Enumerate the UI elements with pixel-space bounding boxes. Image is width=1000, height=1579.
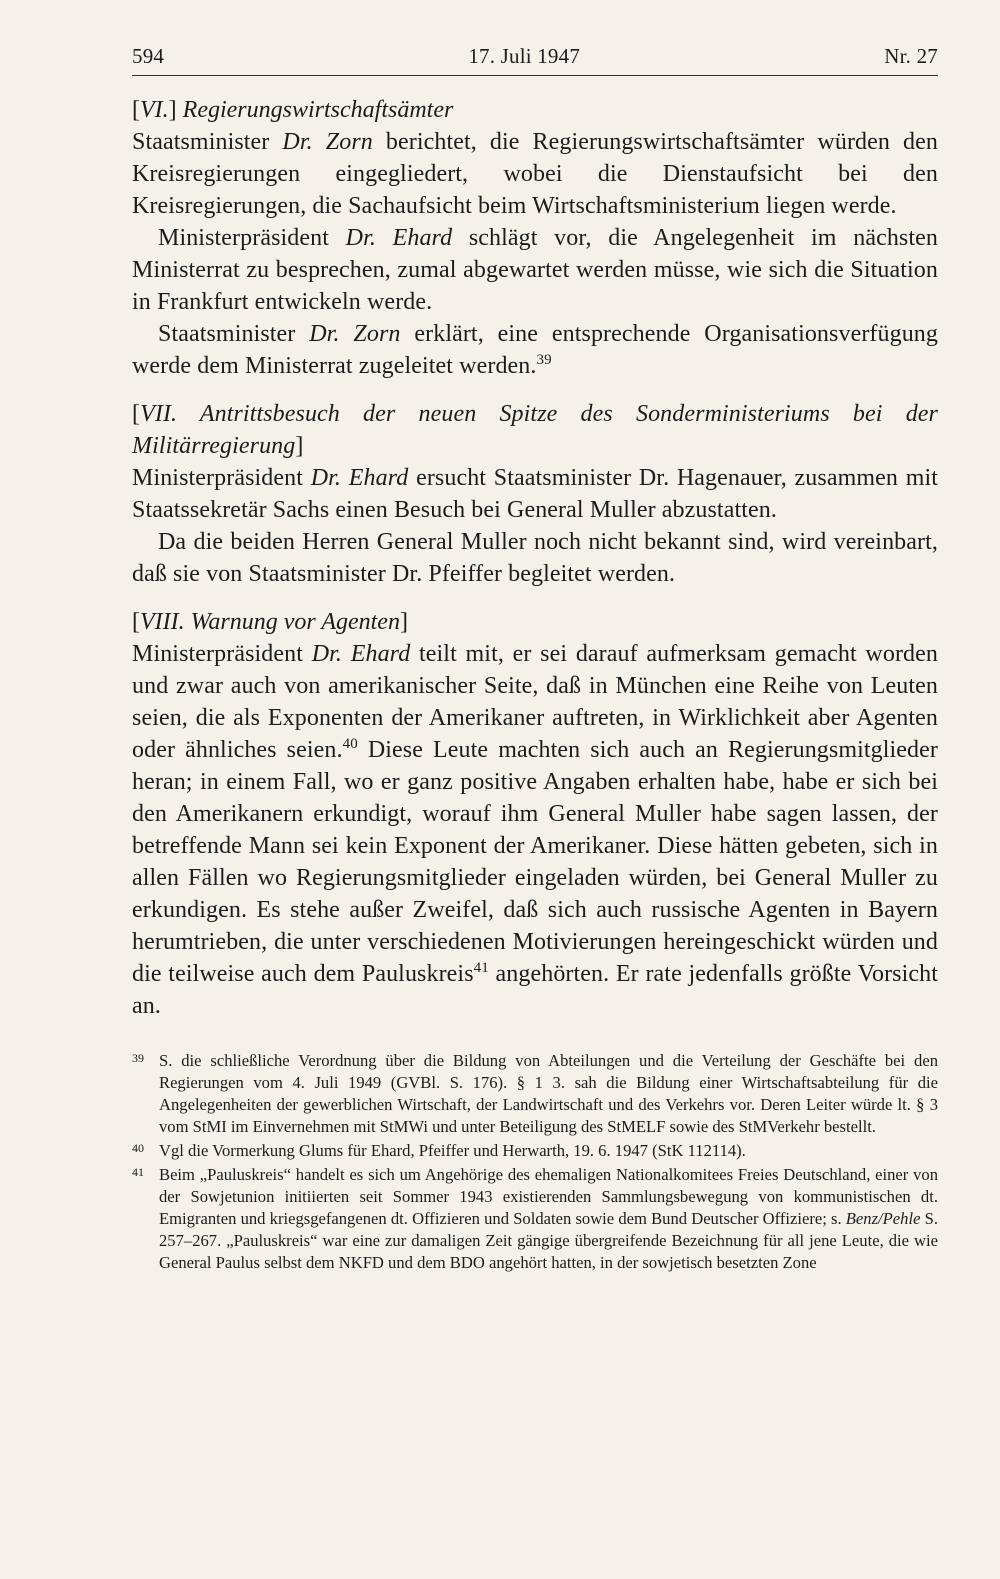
section-vi [132,94,938,382]
header-date: 17. Juli 1947 [468,44,581,68]
section-vii-paragraph-2: Da die beiden Herren General Muller noch nicht bekannt sind, wird vereinbart, daß sie von Staatsminister Dr. Pfeiffer begleitet werden. [132,529,938,587]
footnote-39 [132,1050,938,1138]
section-vii-paragraph-1: Ministerpräsident Dr. Ehard ersucht Staatsminister Dr. Hagenauer, zusammen mit Staatssekretär Sachs einen Besuch bei General Muller abzustatten. [132,465,939,523]
issue-number: Nr. 27 [884,44,938,68]
page-number: 594 [132,44,165,68]
footnote-number: 39 [132,1051,144,1065]
section-viii [132,606,938,1022]
footnote-number: 40 [132,1141,144,1155]
footnote-ref-41[interactable]: 41 [473,960,489,976]
footnotes [132,1050,938,1274]
footnote-text: Vgl die Vormerkung Glums für Ehard, Pfeiffer und Herwarth, 19. 6. 1947 (StK 112114). [159,1141,746,1160]
section-vii-heading: [VII. Antrittsbesuch der neuen Spitze des Sonderministeriums bei der Militärregierung] [132,401,938,459]
section-vi-paragraph-1: Staatsminister Dr. Zorn berichtet, die Regierungswirtschaftsämter würden den Kreisregierungen eingegliedert, wobei die Dienstaufsicht bei den Kreisregierungen, die Sachaufsicht beim Wirtschaftsministerium liegen werde. [132,129,938,219]
section-vi-paragraph-2: Ministerpräsident Dr. Ehard schlägt vor, die Angelegenheit im nächsten Ministerrat zu besprechen, zumal abgewartet werden müsse, wie sich die Situation in Frankfurt entwickeln werde. [132,225,938,315]
footnote-ref-40[interactable]: 40 [342,736,358,752]
footnote-text: Beim „Pauluskreis“ handelt es sich um Angehörige des ehemaligen Nationalkomitees Freies Deutschland, einer von der Sowjetunion initiierten seit Sommer 1943 existierenden Sammlungsbewegung von kommunistischen dt. Emigranten und kriegsgefangenen dt. Offizieren und Soldaten sowie dem Bund Deutscher Offiziere; s. Benz/Pehle S. 257–267. „Pauluskreis“ war eine zur damaligen Zeit gängige übergreifende Bezeichnung für all jene Leute, die wie General Paulus selbst dem NKFD und dem BDO angehört hatten, in der sowjetisch besetzten Zone [159,1165,938,1272]
footnote-number: 41 [132,1165,144,1179]
footnote-ref-39[interactable]: 39 [536,352,552,368]
section-vi-paragraph-3: Staatsminister Dr. Zorn erklärt, eine entsprechende Organisationsverfügung werde dem Ministerrat zugeleitet werden.$^{39}$ [132,321,939,379]
reference-author: Benz/Pehle [845,1209,921,1228]
section-viii-paragraph-1: Ministerpräsident Dr. Ehard teilt mit, er sei darauf aufmerksam gemacht worden und zwar auch von amerikanischer Seite, daß in München eine Reihe von Leuten seien, die als Exponenten der Amerikaner auftreten, in Wirklichkeit aber Agenten oder ähnliches seien.$^{40}$ Diese Leute machten sich auch an Regierungsmitglieder heran; in einem Fall, wo er ganz positive Angaben erhalten habe, habe er sich bei den Amerikanern erkundigt, worauf ihm General Muller habe sagen lassen, der betreffende Mann sei kein Exponent der Amerikaner. Diese hätten gebeten, sich in allen Fällen wo Regierungsmitglieder eingeladen würden, bei General Muller zu erkundigen. Es stehe außer Zweifel, daß sich auch russische Agenten in Bayern herumtrieben, die unter verschiedenen Motivierungen hereingeschickt würden und die teilweise auch dem Pauluskreis$^{41}$ angehörten. Er rate jedenfalls größte Vorsicht an. [132,641,938,1019]
section-viii-heading: [VIII. Warnung vor Agenten] [132,609,408,635]
footnote-40 [132,1140,938,1162]
page-content [132,44,938,1274]
section-vi-heading: [VI.] Regierungswirtschaftsämter [132,97,454,123]
running-head [132,44,938,76]
footnote-41 [132,1164,938,1274]
footnote-text: S. die schließliche Verordnung über die Bildung von Abteilungen und die Verteilung der Geschäfte bei den Regierungen vom 4. Juli 1949 (GVBl. S. 176). § 1 3. sah die Bildung einer Wirtschaftsabteilung für die Angelegenheiten der gewerblichen Wirtschaft, der Landwirtschaft und des Verkehrs vor. Deren Leiter würde lt. § 3 vom StMI im Einvernehmen mit StMWi und unter Beteiligung des StMELF sowie des StMVerkehr bestellt. [159,1051,938,1136]
section-vii [132,398,938,590]
